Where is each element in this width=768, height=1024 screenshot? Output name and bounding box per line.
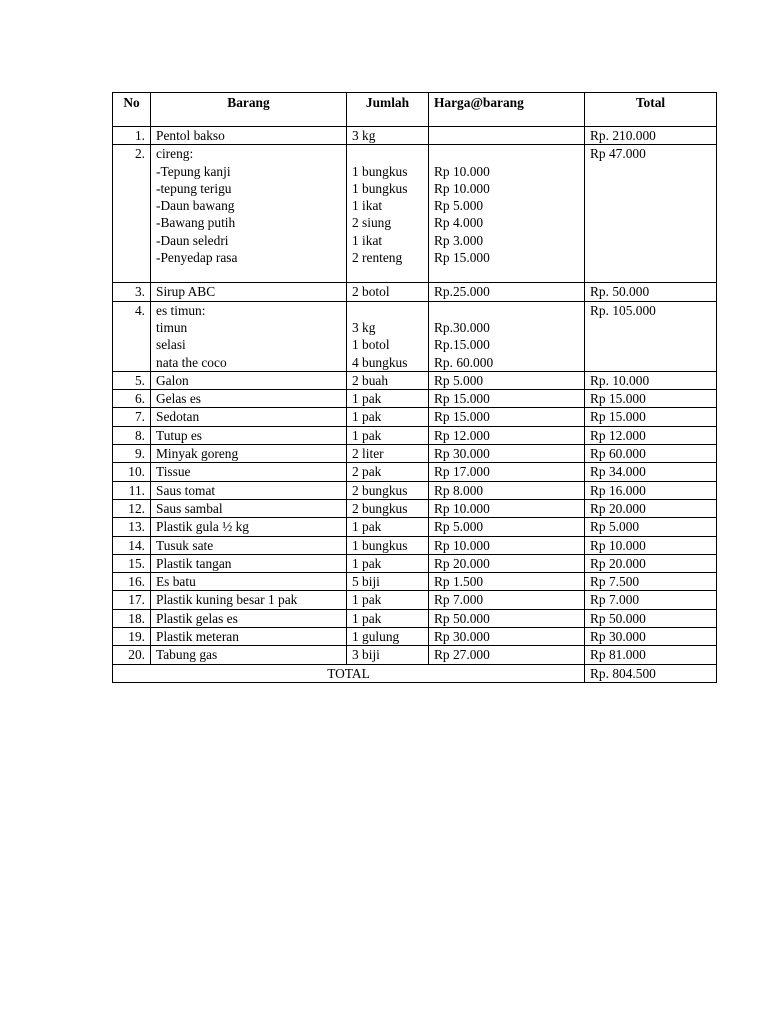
cell-barang: [151, 127, 347, 145]
cell-no: 4.: [113, 301, 151, 371]
total-label: TOTAL: [113, 664, 585, 682]
cell-total: Rp 15.000: [585, 408, 717, 426]
cell-jumlah-line: 1 pak: [352, 427, 382, 443]
cell-barang: [151, 463, 347, 481]
table-row: [113, 554, 717, 572]
cell-jumlah-line: 1 pak: [352, 610, 382, 626]
cell-harga: [429, 145, 585, 283]
cell-harga-line: Rp.30.000: [434, 319, 490, 335]
cell-jumlah: [347, 145, 429, 283]
cell-jumlah-line: 1 gulung: [352, 629, 400, 645]
cell-barang: [151, 145, 347, 283]
cell-barang: [151, 426, 347, 444]
cell-total: Rp 20.000: [585, 554, 717, 572]
cell-barang: [151, 573, 347, 591]
cell-total: Rp 12.000: [585, 426, 717, 444]
cell-jumlah: [347, 499, 429, 517]
cell-harga-line: Rp 20.000: [434, 555, 490, 571]
cell-barang-line: Plastik meteran: [156, 629, 239, 645]
cell-total: Rp. 10.000: [585, 371, 717, 389]
cell-harga-line: Rp 27.000: [434, 647, 490, 663]
cell-barang-line: Sedotan: [156, 409, 200, 425]
cell-jumlah: [347, 463, 429, 481]
cell-barang-line: -Tepung kanji: [156, 163, 231, 179]
table-row: [113, 408, 717, 426]
cell-harga: [429, 426, 585, 444]
cell-barang: [151, 301, 347, 371]
cell-jumlah: [347, 408, 429, 426]
cell-barang-line: Saus tomat: [156, 482, 216, 498]
cell-jumlah-line: 1 pak: [352, 519, 382, 535]
cell-no: 17.: [113, 591, 151, 609]
cell-jumlah-line: 1 pak: [352, 391, 382, 407]
cell-jumlah-line: 2 bungkus: [352, 482, 408, 498]
cell-barang-line: -Daun seledri: [156, 232, 229, 248]
cell-harga: [429, 481, 585, 499]
cell-harga-line: Rp. 60.000: [434, 354, 494, 370]
cell-no: 14.: [113, 536, 151, 554]
cell-total: Rp. 105.000: [585, 301, 717, 371]
cell-barang-line: cireng:: [156, 146, 194, 162]
cell-jumlah-line: 4 bungkus: [352, 354, 408, 370]
cell-barang-line: -Penyedap rasa: [156, 250, 238, 266]
cell-total: Rp 7.500: [585, 573, 717, 591]
cell-harga: [429, 591, 585, 609]
table-row: [113, 573, 717, 591]
cell-barang-line: selasi: [156, 337, 186, 353]
table-row: [113, 301, 717, 371]
cell-jumlah-line: 2 renteng: [352, 250, 403, 266]
cell-no: 19.: [113, 628, 151, 646]
cell-jumlah: [347, 283, 429, 301]
cell-harga-line: Rp 15.000: [434, 391, 490, 407]
cell-total: Rp 5.000: [585, 518, 717, 536]
cell-harga: [429, 573, 585, 591]
cell-harga-line: Rp 5.000: [434, 372, 484, 388]
cell-jumlah: [347, 371, 429, 389]
cell-harga: [429, 445, 585, 463]
cell-jumlah-line: 1 pak: [352, 555, 382, 571]
table-row: [113, 536, 717, 554]
cell-jumlah-line: 5 biji: [352, 574, 380, 590]
cell-jumlah: [347, 591, 429, 609]
cell-jumlah-line: [352, 302, 423, 319]
cell-harga: [429, 301, 585, 371]
cell-jumlah: [347, 554, 429, 572]
cell-barang: [151, 554, 347, 572]
cell-harga-line: Rp 5.000: [434, 519, 484, 535]
cell-harga: [429, 390, 585, 408]
cell-harga-line: Rp 8.000: [434, 482, 484, 498]
cell-jumlah-line: 1 pak: [352, 592, 382, 608]
cell-total: Rp 34.000: [585, 463, 717, 481]
cell-barang-line: Pentol bakso: [156, 128, 225, 143]
cell-harga-line: Rp 10.000: [434, 500, 490, 516]
cell-harga: [429, 536, 585, 554]
cell-jumlah: [347, 445, 429, 463]
cell-jumlah: [347, 609, 429, 627]
cell-jumlah: [347, 536, 429, 554]
cell-jumlah-line: 2 botol: [352, 284, 390, 300]
table-row: [113, 499, 717, 517]
cell-jumlah-line: 1 bungkus: [352, 163, 408, 179]
cell-no: 11.: [113, 481, 151, 499]
cell-no: 10.: [113, 463, 151, 481]
cell-jumlah-line: 2 buah: [352, 372, 389, 388]
cell-jumlah-line: 2 siung: [352, 215, 392, 231]
cell-harga: [429, 371, 585, 389]
table-header-row: [113, 93, 717, 127]
table-row: [113, 481, 717, 499]
cell-barang-line: Plastik gelas es: [156, 610, 238, 626]
cell-no: 9.: [113, 445, 151, 463]
cell-harga-line: Rp 15.000: [434, 409, 490, 425]
cell-total: Rp 20.000: [585, 499, 717, 517]
cell-no: 13.: [113, 518, 151, 536]
cell-jumlah: [347, 646, 429, 664]
table-row: [113, 518, 717, 536]
table-row: [113, 463, 717, 481]
cell-harga-line: Rp 3.000: [434, 232, 484, 248]
cell-barang-line: -Daun bawang: [156, 198, 235, 214]
cell-total: Rp 81.000: [585, 646, 717, 664]
cell-harga-line: [434, 127, 579, 144]
cell-harga: [429, 283, 585, 301]
cell-barang-line: nata the coco: [156, 354, 227, 370]
cell-barang-line: Galon: [156, 372, 189, 388]
cell-barang: [151, 591, 347, 609]
cell-harga-line: Rp.15.000: [434, 337, 490, 353]
cell-barang: [151, 408, 347, 426]
cell-barang-line: -Bawang putih: [156, 215, 236, 231]
cell-total: Rp 7.000: [585, 591, 717, 609]
cell-harga-line: [434, 145, 579, 162]
cell-barang-line: Tissue: [156, 464, 191, 480]
cell-no: 5.: [113, 371, 151, 389]
cell-jumlah-line: 1 ikat: [352, 198, 383, 214]
cell-no: 15.: [113, 554, 151, 572]
cell-harga-line: Rp 50.000: [434, 610, 490, 626]
cell-harga: [429, 628, 585, 646]
cell-total: Rp 15.000: [585, 390, 717, 408]
cell-harga-line: [434, 302, 579, 319]
cell-no: 8.: [113, 426, 151, 444]
cell-jumlah-line: 1 bungkus: [352, 537, 408, 553]
cell-barang-line: es timun:: [156, 302, 206, 318]
cell-harga-line: Rp 10.000: [434, 537, 490, 553]
cell-total: Rp 60.000: [585, 445, 717, 463]
cell-jumlah-line: [352, 145, 423, 162]
grand-total: Rp. 804.500: [585, 664, 717, 682]
cell-barang-line: Plastik gula ½ kg: [156, 519, 249, 535]
cell-no: 2.: [113, 145, 151, 283]
cell-barang-line: Tutup es: [156, 427, 203, 443]
cell-total: Rp. 50.000: [585, 283, 717, 301]
shopping-cost-table: [112, 92, 717, 683]
cell-jumlah: [347, 628, 429, 646]
cell-barang: [151, 536, 347, 554]
cell-barang: [151, 390, 347, 408]
cell-harga: [429, 609, 585, 627]
cell-jumlah: [347, 481, 429, 499]
table-row: [113, 646, 717, 664]
table-row: [113, 591, 717, 609]
cell-jumlah-line: 2 pak: [352, 464, 382, 480]
total-row: [113, 664, 717, 682]
cell-barang: [151, 499, 347, 517]
cell-barang: [151, 445, 347, 463]
cell-jumlah-line: 1 bungkus: [352, 180, 408, 196]
cell-jumlah-line: 3 kg: [352, 128, 376, 143]
header-total: Total: [585, 93, 717, 127]
cell-total: Rp. 210.000: [585, 127, 717, 145]
table-row: [113, 283, 717, 301]
cell-harga: [429, 646, 585, 664]
cell-barang-line: Es batu: [156, 574, 196, 590]
cell-harga-line: Rp 30.000: [434, 446, 490, 462]
cell-harga-line: Rp.25.000: [434, 284, 490, 300]
cell-jumlah-line: 3 kg: [352, 319, 376, 335]
cell-no: 6.: [113, 390, 151, 408]
header-jumlah: Jumlah: [347, 93, 429, 127]
header-barang: Barang: [151, 93, 347, 127]
table-row: [113, 628, 717, 646]
cell-jumlah: [347, 301, 429, 371]
cell-barang-line: Plastik kuning besar 1 pak: [156, 592, 298, 608]
cell-barang-line: Tusuk sate: [156, 537, 214, 553]
cell-jumlah-line: 2 bungkus: [352, 500, 408, 516]
cell-barang: [151, 283, 347, 301]
cell-jumlah-line: 2 liter: [352, 446, 384, 462]
cell-jumlah: [347, 390, 429, 408]
cell-barang-line: timun: [156, 319, 188, 335]
cell-jumlah: [347, 127, 429, 145]
cell-barang-line: Plastik tangan: [156, 555, 232, 571]
cell-jumlah: [347, 518, 429, 536]
cell-no: 3.: [113, 283, 151, 301]
cell-no: 16.: [113, 573, 151, 591]
cell-jumlah-line: 1 ikat: [352, 232, 383, 248]
cell-jumlah-line: 3 biji: [352, 647, 380, 663]
cell-total: Rp 30.000: [585, 628, 717, 646]
cell-harga: [429, 463, 585, 481]
cell-harga-line: Rp 5.000: [434, 198, 484, 214]
header-no: No: [113, 93, 151, 127]
cell-barang: [151, 646, 347, 664]
cell-harga-line: Rp 17.000: [434, 464, 490, 480]
cell-harga-line: Rp 10.000: [434, 163, 490, 179]
cell-harga: [429, 408, 585, 426]
cell-barang-line: Gelas es: [156, 391, 201, 407]
table-row: [113, 609, 717, 627]
cell-harga-line: Rp 4.000: [434, 215, 484, 231]
cell-no: 12.: [113, 499, 151, 517]
table-row: [113, 127, 717, 145]
cell-total: Rp 10.000: [585, 536, 717, 554]
cell-barang: [151, 481, 347, 499]
cell-harga: [429, 499, 585, 517]
cell-harga: [429, 554, 585, 572]
cell-barang: [151, 609, 347, 627]
cell-total: Rp 16.000: [585, 481, 717, 499]
cell-harga-line: Rp 1.500: [434, 574, 484, 590]
cell-barang-line: Tabung gas: [156, 647, 218, 663]
cell-harga: [429, 127, 585, 145]
cell-barang-line: Sirup ABC: [156, 284, 216, 300]
cell-total: Rp 47.000: [585, 145, 717, 283]
cell-harga-line: Rp 7.000: [434, 592, 484, 608]
cell-jumlah-line: 1 botol: [352, 337, 390, 353]
table-body: [113, 127, 717, 665]
cell-harga: [429, 518, 585, 536]
cell-jumlah: [347, 573, 429, 591]
header-harga: Harga@barang: [429, 93, 585, 127]
cell-harga-line: Rp 12.000: [434, 427, 490, 443]
table-row: [113, 145, 717, 283]
cell-harga-line: Rp 10.000: [434, 180, 490, 196]
table-row: [113, 426, 717, 444]
cell-no: 1.: [113, 127, 151, 145]
cell-barang: [151, 518, 347, 536]
cell-harga-line: Rp 30.000: [434, 629, 490, 645]
cell-barang-line: Saus sambal: [156, 500, 223, 516]
cell-harga-line: Rp 15.000: [434, 250, 490, 266]
cell-no: 18.: [113, 609, 151, 627]
cell-barang-line: -tepung terigu: [156, 180, 232, 196]
cell-jumlah: [347, 426, 429, 444]
cell-barang: [151, 371, 347, 389]
cell-barang: [151, 628, 347, 646]
cell-barang-line: Minyak goreng: [156, 446, 239, 462]
table-row: [113, 390, 717, 408]
table-row: [113, 445, 717, 463]
cell-jumlah-line: 1 pak: [352, 409, 382, 425]
cell-no: 7.: [113, 408, 151, 426]
cell-total: Rp 50.000: [585, 609, 717, 627]
table-row: [113, 371, 717, 389]
cell-no: 20.: [113, 646, 151, 664]
